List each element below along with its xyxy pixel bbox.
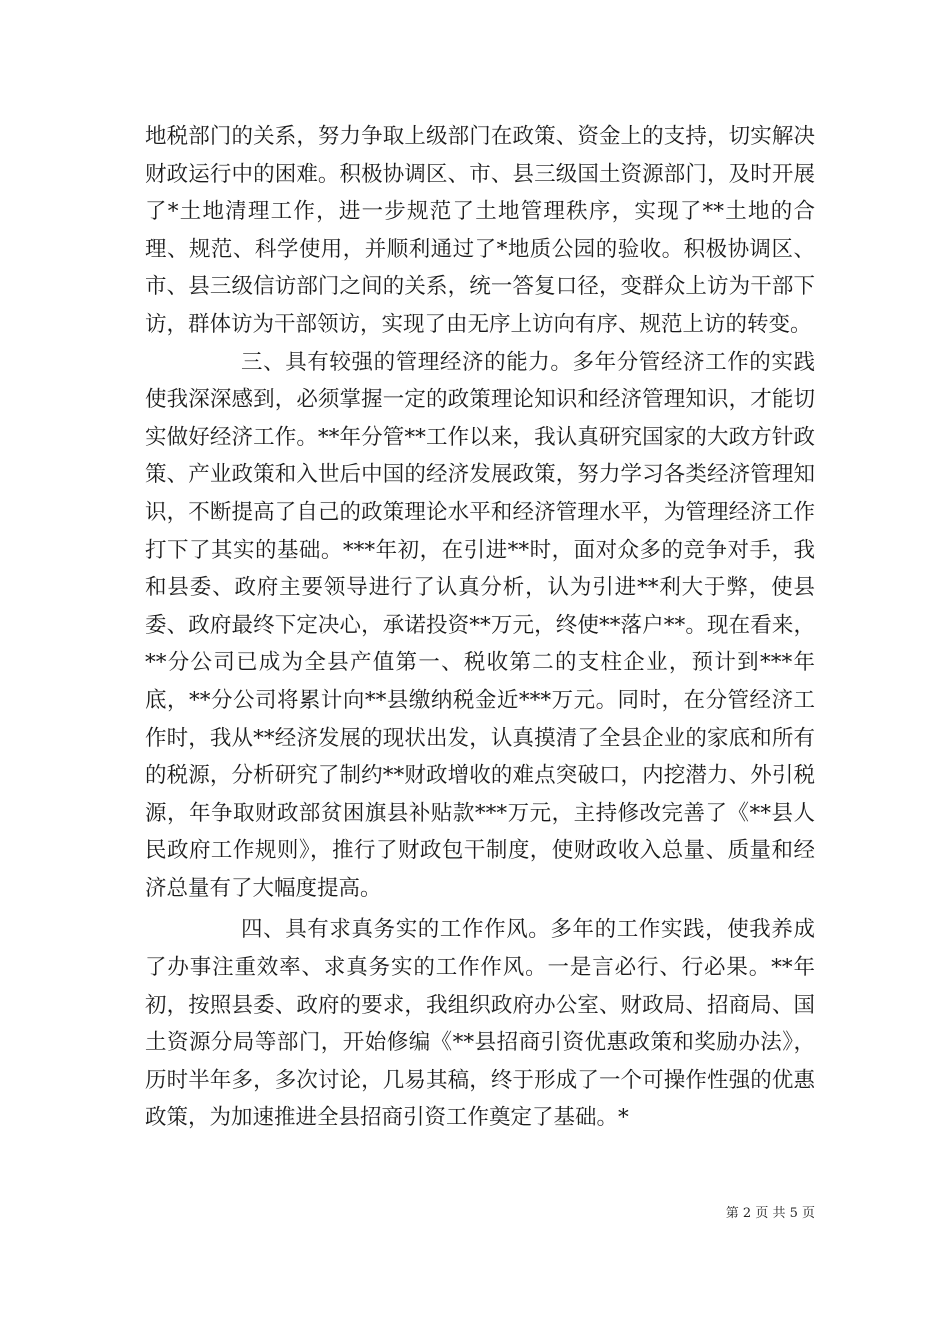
paragraph-work-style: 四、具有求真务实的工作作风。多年的工作实践，使我养成了办事注重效率、求真务实的工作作风。一是言必行、行必果。**年初，按照县委、政府的要求，我组织政府办公室、财政局、招商局、国土资源分局等部门，开始修编《**县招商引资优惠政策和奖励办法》，历时半年多，多次讨论，几易其稿，终于形成了一个可操作性强的优惠政策，为加速推进全县招商引资工作奠定了基础。* — [145, 917, 815, 1131]
paragraph-management-economy: 三、具有较强的管理经济的能力。多年分管经济工作的实践使我深深感到，必须掌握一定的政策理论知识和经济管理知识，才能切实做好经济工作。**年分管**工作以来，我认真研究国家的大政方针政策、产业政策和入世后中国的经济发展政策，努力学习各类经济管理知识，不断提高了自己的政策理论水平和经济管理水平，为管理经济工作打下了其实的基础。***年初，在引进**时，面对众多的竞争对手，我和县委、政府主要领导进行了认真分析，认为引进**利大于弊，使县委、政府最终下定决心，承诺投资**万元，终使**落户**。现在看来，**分公司已成为全县产值第一、税收第二的支柱企业，预计到***年底，**分公司将累计向**县缴纳税金近***万元。同时，在分管经济工作时，我从**经济发展的现状出发，认真摸清了全县企业的家底和所有的税源，分析研究了制约**财政增收的难点突破口，内挖潜力、外引税源，年争取财政部贫困旗县补贴款***万元，主持修改完善了《**县人民政府工作规则》，推行了财政包干制度，使财政收入总量、质量和经济总量有了大幅度提高。 — [145, 349, 815, 901]
document-body — [145, 118, 815, 1137]
paragraph-continuation: 地税部门的关系，努力争取上级部门在政策、资金上的支持，切实解决财政运行中的困难。积极协调区、市、县三级国土资源部门，及时开展了*土地清理工作，进一步规范了土地管理秩序，实现了**土地的合理、规范、科学使用，并顺利通过了*地质公园的验收。积极协调区、市、县三级信访部门之间的关系，统一答复口径，变群众上访为干部下访，群体访为干部领访，实现了由无序上访向有序、规范上访的转变。 — [145, 124, 815, 337]
page-number: 第 2 页 共 5 页 — [725, 1206, 815, 1221]
